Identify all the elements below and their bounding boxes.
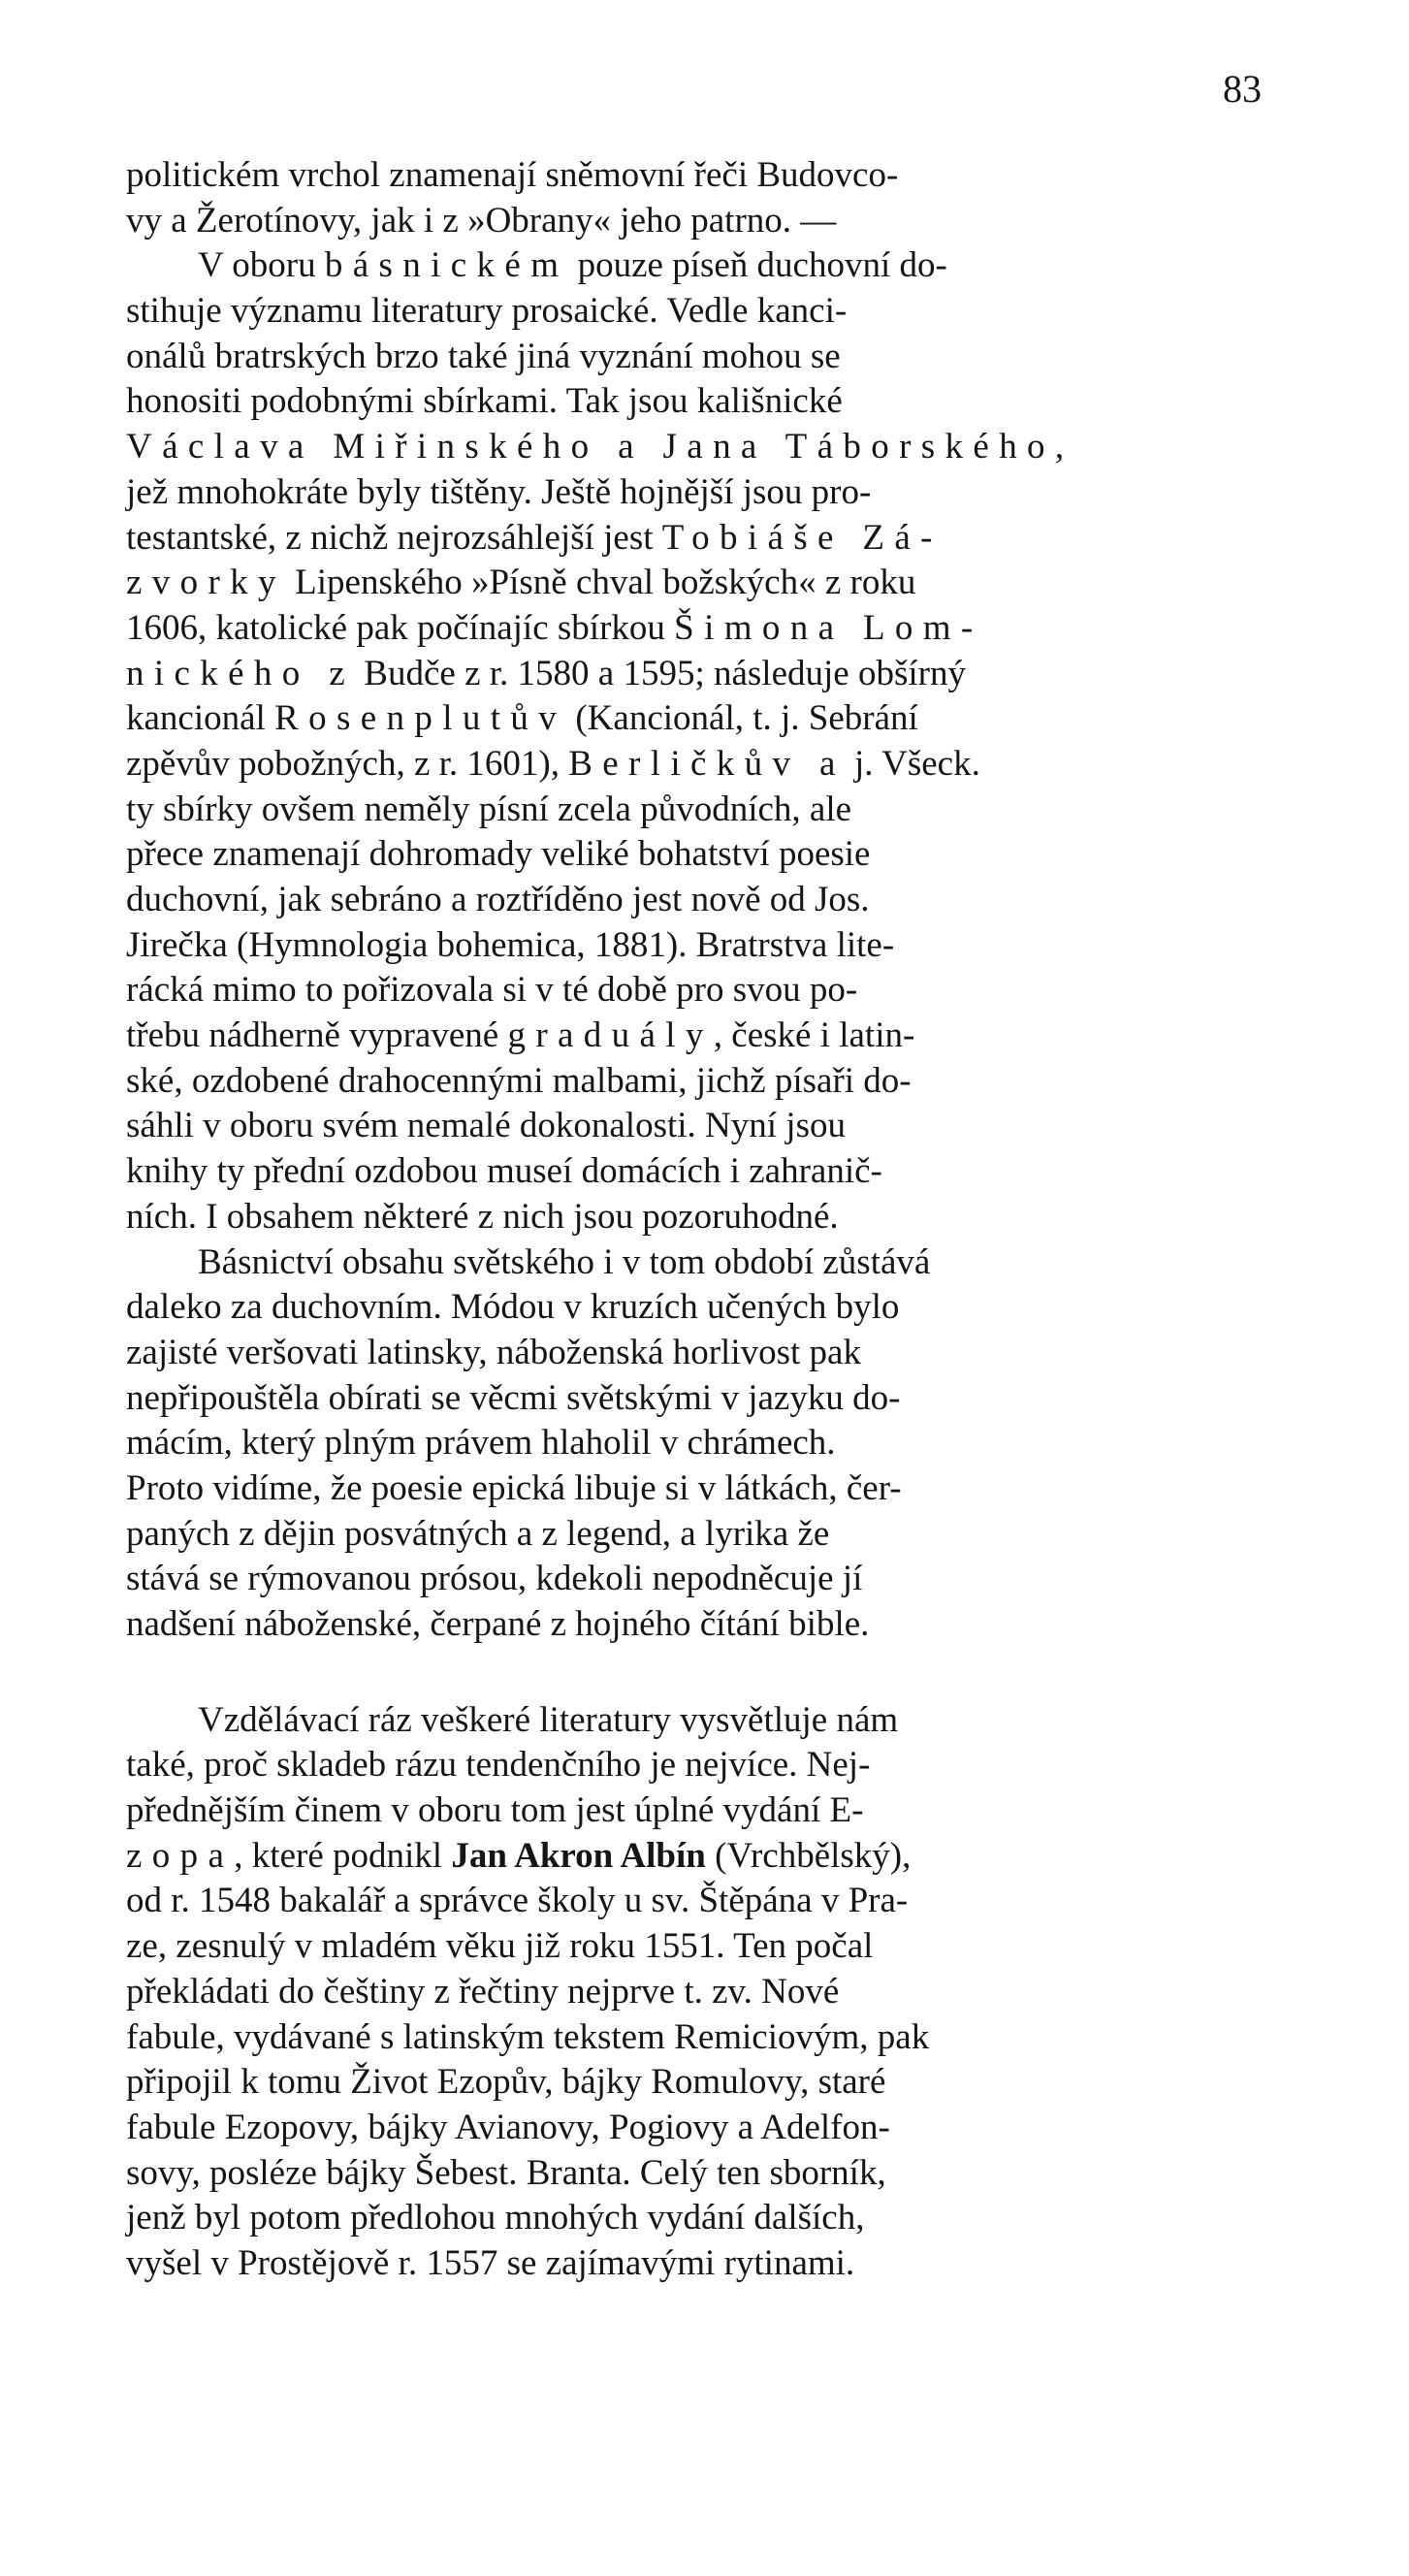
spaced-emphasis: nického z (126, 653, 356, 693)
text-segment: jenž byl potom předlohou mnohých vydání dalších, (126, 2198, 865, 2238)
text-segment: třebu nádherně vypravené (126, 1015, 508, 1056)
text-segment: Budče z r. 1580 a 1595; následuje obšírný (355, 653, 966, 693)
text-line (126, 1149, 1302, 1195)
text-line (126, 1240, 1302, 1286)
text-line (126, 1376, 1302, 1422)
spaced-emphasis: zopa (126, 1835, 235, 1876)
text-segment: duchovní, jak sebráno a roztříděno jest nově od Jos. (126, 880, 870, 919)
text-segment: Lipenského »Písně chval božských« z roku (285, 563, 916, 603)
bold-name: Jan Akron Albín (451, 1835, 706, 1876)
text-line (126, 1788, 1302, 1834)
text-line (126, 2106, 1302, 2151)
text-line (126, 1834, 1302, 1880)
text-line (126, 379, 1302, 425)
text-segment: politickém vrchol znamenají sněmovní řeči Budovco- (126, 155, 899, 195)
spaced-emphasis: Tobiáše Zá- (661, 517, 943, 558)
text-line (126, 1924, 1302, 1970)
text-line (126, 968, 1302, 1014)
text-line (126, 153, 1302, 199)
text-segment: nadšení náboženské, čerpané z hojného čítání bible. (126, 1604, 870, 1644)
text-line (126, 1602, 1302, 1648)
text-line (126, 1104, 1302, 1149)
text-segment: onálů bratrských brzo také jiná vyznání mohou se (126, 336, 841, 376)
text-line (126, 1421, 1302, 1466)
spaced-emphasis: Šimona Lom- (674, 607, 983, 648)
text-line (126, 2151, 1302, 2197)
text-line (126, 832, 1302, 878)
text-segment: ních. I obsahem některé z nich jsou pozoruhodné. (126, 1196, 839, 1237)
text-line (126, 199, 1302, 244)
text-segment: stává se rýmovanou prósou, kdekoli nepodněcuje jí (126, 1559, 863, 1599)
text-segment: , které podnikl (234, 1835, 452, 1876)
spaced-emphasis: zvorky (126, 563, 286, 603)
text-line (126, 1466, 1302, 1512)
text-line (126, 425, 1302, 470)
text-segment: knihy ty přední ozdobou museí domácích i zahranič- (126, 1151, 882, 1192)
text-segment: sáhli v oboru svém nemalé dokonalosti. Nyní jsou (126, 1106, 846, 1146)
text-segment: kancionál (126, 698, 275, 739)
text-segment: od r. 1548 bakalář a správce školy u sv. Štěpána v Pra- (126, 1881, 909, 1921)
text-segment: ze, zesnulý v mladém věku již roku 1551. Ten počal (126, 1926, 874, 1967)
text-line (126, 1698, 1302, 1744)
text-segment: přednějším činem v oboru tom jest úplné vydání E- (126, 1790, 864, 1831)
text-segment: Jirečka (Hymnologia bohemica, 1881). Bratrstva lite- (126, 924, 895, 965)
text-segment: honositi podobnými sbírkami. Tak jsou kališnické (126, 381, 843, 422)
text-segment: daleko za duchovním. Módou v kruzích učených bylo (126, 1287, 900, 1328)
text-line (126, 742, 1302, 788)
text-segment: nepřipouštěla obírati se věcmi světskými v jazyku do- (126, 1377, 901, 1418)
text-segment: rácká mimo to pořizovala si v té době pro svou po- (126, 970, 858, 1011)
text-segment: fabule, vydávané s latinským tekstem Remiciovým, pak (126, 2016, 930, 2057)
text-line (126, 2241, 1302, 2287)
text-line (126, 1331, 1302, 1376)
text-segment: vyšel v Prostějově r. 1557 se zajímavými rytinami. (126, 2242, 855, 2283)
text-segment: ské, ozdobené drahocennými malbami, jichž písaři do- (126, 1060, 912, 1101)
text-segment: , české i latin- (713, 1015, 915, 1056)
spaced-emphasis: básnickém (324, 245, 569, 286)
text-segment: Vzdělávací ráz veškeré literatury vysvětluje nám (198, 1699, 899, 1740)
text-line (126, 1285, 1302, 1331)
text-segment: testantské, z nichž nejrozsáhlejší jest (126, 517, 662, 558)
text-line (126, 923, 1302, 969)
text-line (126, 289, 1302, 335)
text-segment: překládati do češtiny z řečtiny nejprve t. zv. Nové (126, 1971, 840, 2012)
text-segment: ty sbírky ovšem neměly písní zcela původních, ale (126, 789, 852, 829)
text-line (126, 2060, 1302, 2106)
text-line (126, 1512, 1302, 1558)
text-segment: 1606, katolické pak počínajíc sbírkou (126, 607, 675, 648)
text-segment: (Vrchbělský), (705, 1835, 912, 1876)
spaced-emphasis: Berličkův a (568, 743, 846, 784)
text-line (126, 2196, 1302, 2241)
text-line (126, 606, 1302, 652)
text-segment: V oboru (198, 245, 325, 286)
text-segment: fabule Ezopovy, bájky Avianovy, Pogiovy a Adelfon- (126, 2107, 890, 2147)
text-line (126, 1743, 1302, 1788)
text-line (126, 1970, 1302, 2015)
paragraph (126, 153, 1302, 243)
paragraph (126, 1698, 1302, 2287)
text-line (126, 788, 1302, 833)
text-segment: Proto vidíme, že poesie epická libuje si v látkách, čer- (126, 1467, 902, 1508)
text-line (126, 1014, 1302, 1059)
text-line (126, 1059, 1302, 1105)
text-segment: Básnictví obsahu světského i v tom období zůstává (198, 1241, 931, 1282)
text-line (126, 335, 1302, 380)
text-segment: mácím, který plným právem hlaholil v chrámech. (126, 1423, 836, 1464)
text-segment: vy a Žerotínovy, jak i z »Obrany« jeho patrno. — (126, 200, 837, 241)
text-segment: připojil k tomu Život Ezopův, bájky Romulovy, staré (126, 2062, 886, 2103)
spaced-emphasis: Rosenplutův (274, 698, 567, 739)
page-number: 83 (1223, 67, 1262, 111)
paragraph (126, 243, 1302, 1240)
text-line (126, 878, 1302, 923)
text-segment: přece znamenají dohromady veliké bohatství poesie (126, 834, 871, 875)
text-line (126, 652, 1302, 697)
text-segment: (Kancionál, t. j. Sebrání (566, 698, 918, 739)
text-segment: pouze píseň duchovní do- (568, 245, 947, 286)
text-line (126, 1879, 1302, 1924)
text-line (126, 1557, 1302, 1602)
text-line (126, 243, 1302, 289)
text-line (126, 2015, 1302, 2061)
text-line (126, 696, 1302, 742)
text-segment: zajisté veršovati latinsky, náboženská horlivost pak (126, 1332, 861, 1372)
text-segment: j. Všeck. (845, 743, 980, 784)
spaced-emphasis: graduály (507, 1015, 714, 1056)
text-line (126, 516, 1302, 562)
text-segment: sovy, posléze bájky Šebest. Branta. Celý ten sborník, (126, 2152, 886, 2193)
body-text (126, 153, 1302, 2287)
text-segment: paných z dějin posvátných a z legend, a lyrika že (126, 1513, 830, 1554)
text-segment: zpěvův pobožných, z r. 1601), (126, 743, 569, 784)
spaced-emphasis: Václava Miřinského a Jana Táborského, (126, 427, 1074, 467)
text-line (126, 1195, 1302, 1240)
text-line (126, 470, 1302, 516)
text-segment: jež mnohokráte byly tištěny. Ještě hojnější jsou pro- (126, 471, 872, 512)
text-segment: stihuje významu literatury prosaické. Vedle kanci- (126, 291, 848, 332)
text-line (126, 561, 1302, 606)
text-segment: také, proč skladeb rázu tendenčního je nejvíce. Nej- (126, 1745, 871, 1786)
paragraph (126, 1240, 1302, 1648)
